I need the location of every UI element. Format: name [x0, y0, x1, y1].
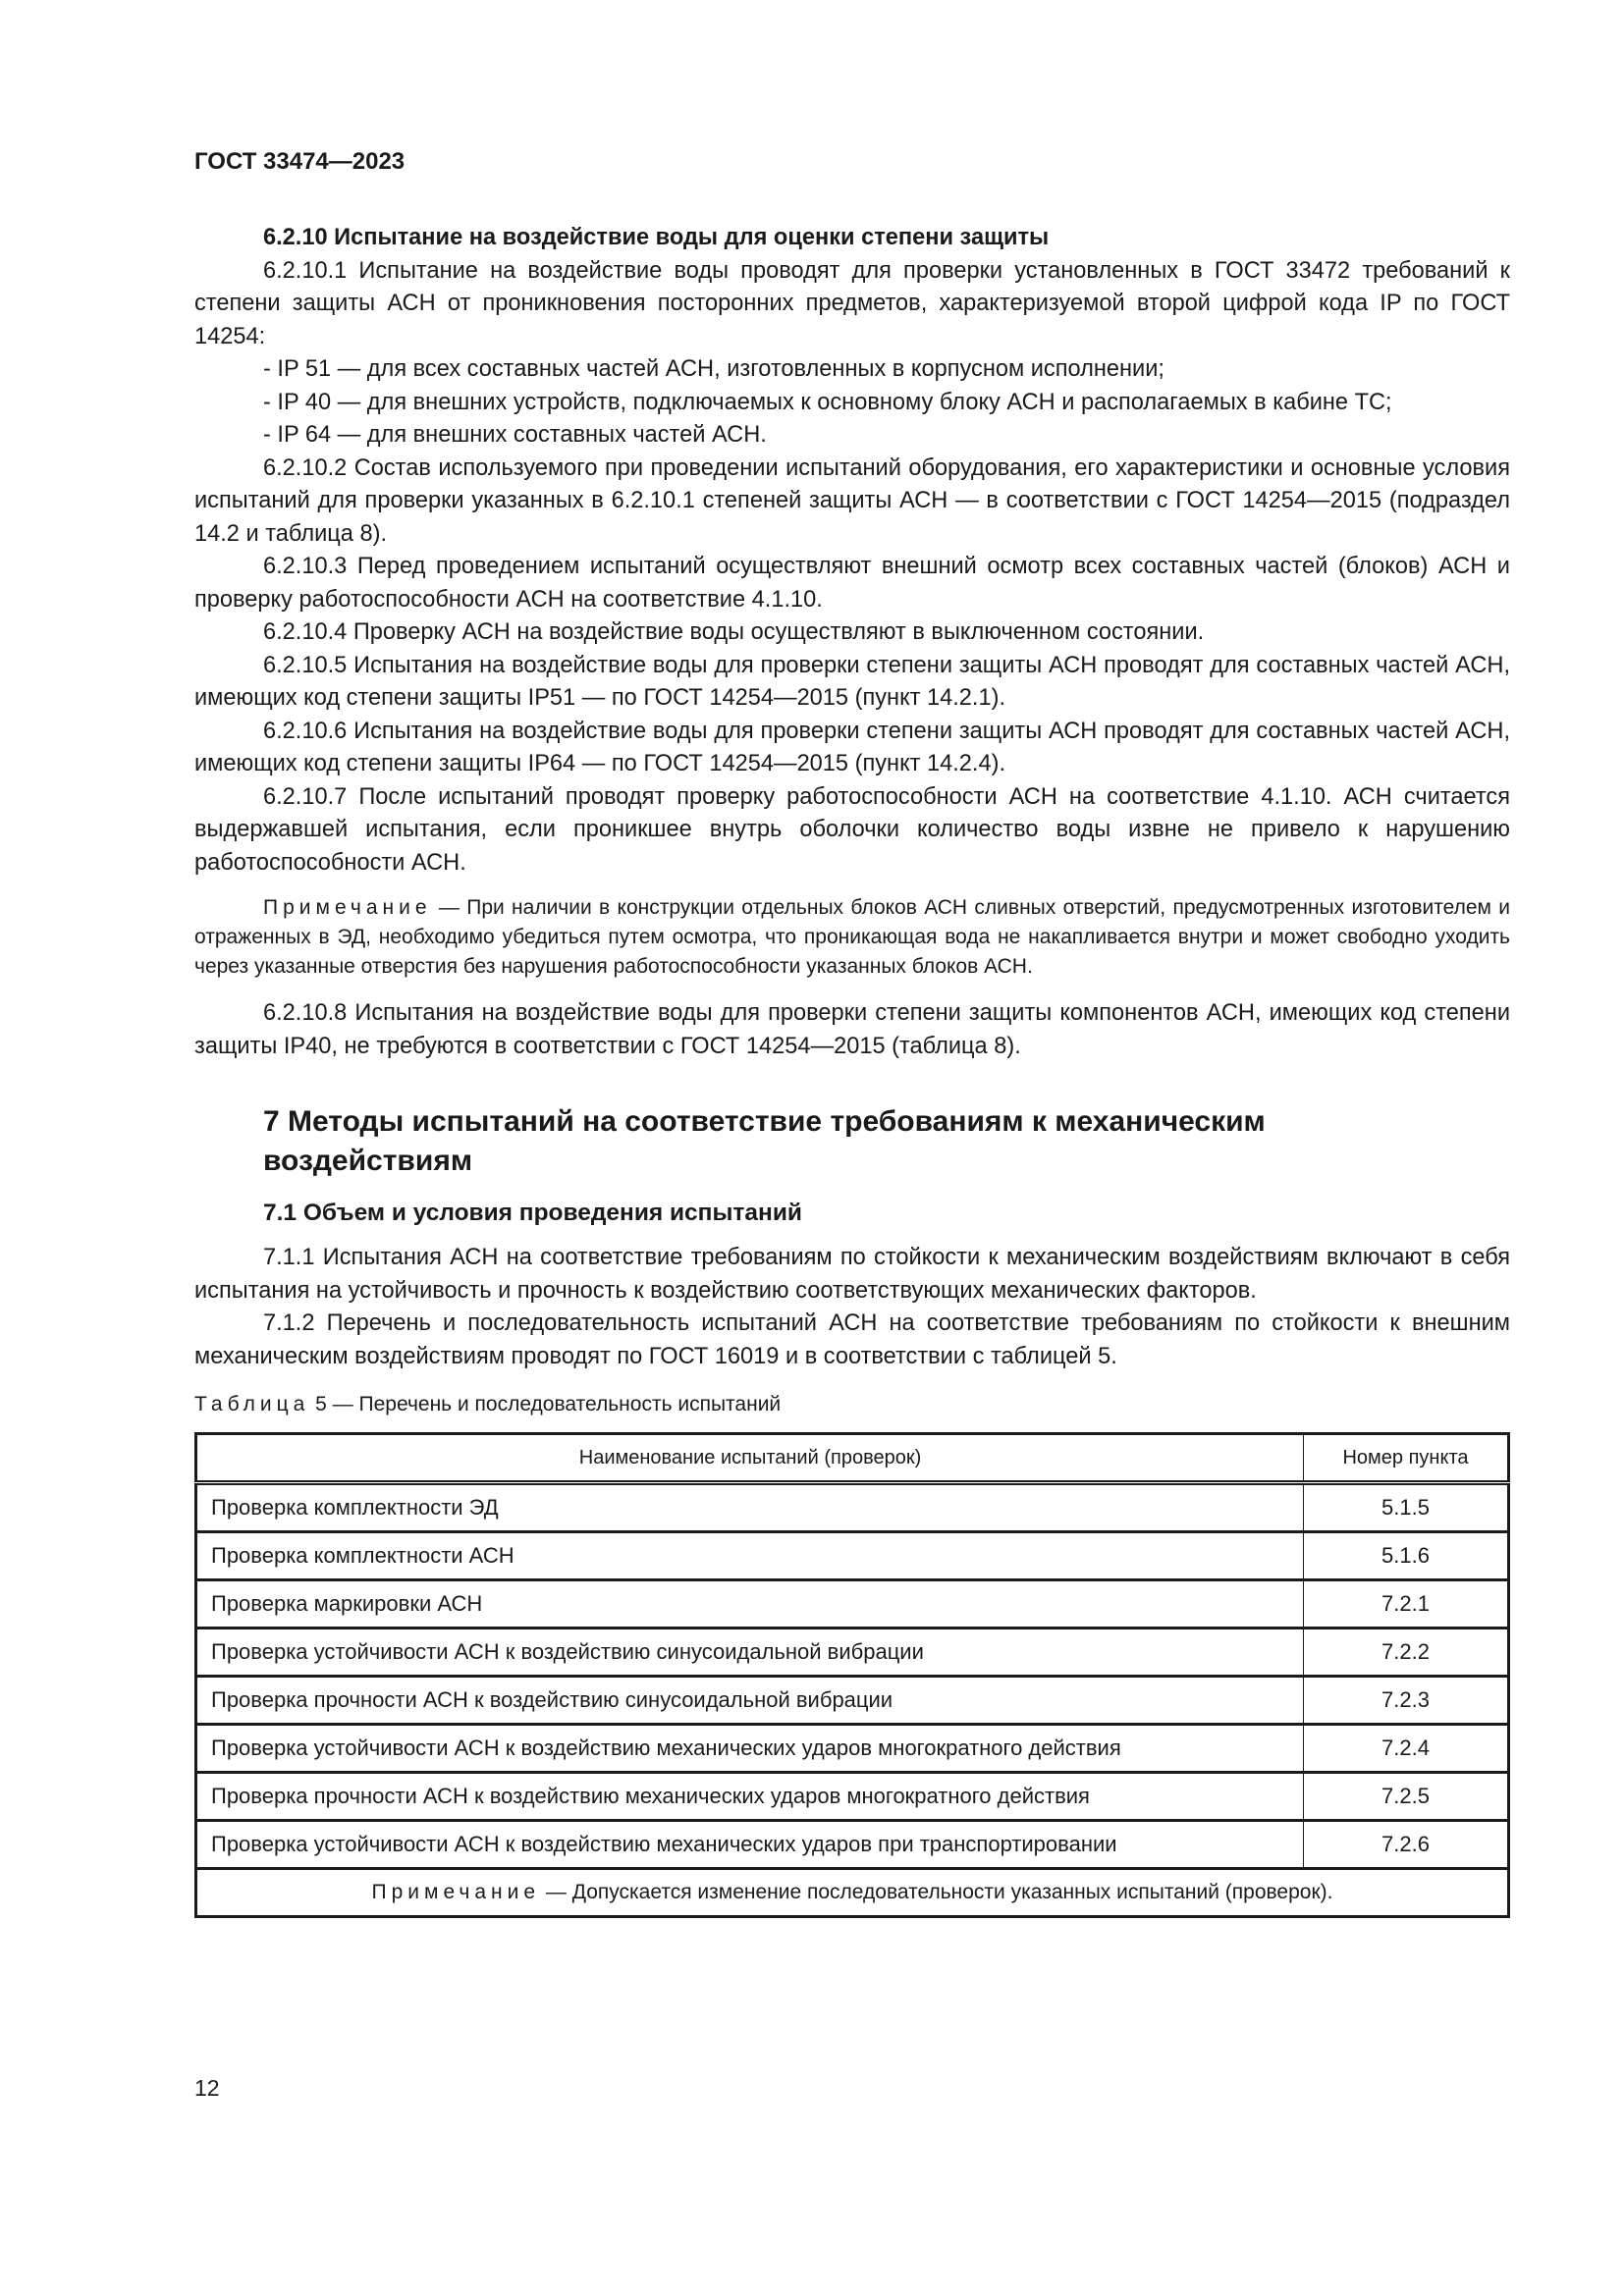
list-item-ip64: - IP 64 — для внешних составных частей АСН.: [263, 422, 767, 448]
note-drain-holes: [194, 893, 1510, 982]
table-header-row: [196, 1434, 1509, 1483]
paragraph-6-2-10-8: 6.2.10.8 Испытания на воздействие воды для проверки степени защиты компонентов АСН, имеющих код степени защиты IP40, не требуются в соответствии с ГОСТ 14254—2015 (таблица 8).: [194, 1000, 1510, 1059]
cell-test-name: Проверка комплектности АСН: [196, 1532, 1304, 1580]
cell-clause: 7.2.6: [1304, 1821, 1509, 1869]
list-item-ip51: - IP 51 — для всех составных частей АСН, изготовленных в корпусном исполнении;: [263, 356, 1164, 382]
cell-clause: 5.1.6: [1304, 1532, 1509, 1580]
cell-clause: 7.2.5: [1304, 1773, 1509, 1821]
table-row: [196, 1580, 1509, 1629]
cell-test-name: Проверка прочности АСН к воздействию синусоидальной вибрации: [196, 1677, 1304, 1725]
page-number: 12: [194, 2075, 220, 2101]
table-row: [196, 1629, 1509, 1677]
table-row: [196, 1773, 1509, 1821]
table-row: [196, 1532, 1509, 1580]
table-caption-label: Таблица: [194, 1393, 310, 1415]
cell-clause: 7.2.3: [1304, 1677, 1509, 1725]
table-row: [196, 1725, 1509, 1773]
table-note-row: [196, 1869, 1509, 1917]
cell-test-name: Проверка маркировки АСН: [196, 1580, 1304, 1629]
heading-6-2-10: 6.2.10 Испытание на воздействие воды для оценки степени защиты: [263, 225, 1050, 250]
cell-test-name: Проверка устойчивости АСН к воздействию механических ударов многократного действия: [196, 1725, 1304, 1773]
standard-designation: ГОСТ 33474—2023: [194, 148, 406, 175]
cell-clause: 7.2.4: [1304, 1725, 1509, 1773]
table-row: [196, 1821, 1509, 1869]
cell-test-name: Проверка устойчивости АСН к воздействию синусоидальной вибрации: [196, 1629, 1304, 1677]
paragraph-6-2-10-7: 6.2.10.7 После испытаний проводят проверку работоспособности АСН на соответствие 4.1.10. АСН считается выдержавшей испытания, если проникшее внутрь оболочки количество воды извне не привело к нарушению работоспособности АСН.: [194, 783, 1510, 876]
column-header-clause: Номер пункта: [1304, 1434, 1509, 1483]
table-note: [196, 1869, 1509, 1917]
paragraph-7-1-2: 7.1.2 Перечень и последовательность испытаний АСН на соответствие требованиям по стойкости к внешним механическим воздействиям проводят по ГОСТ 16019 и в соответствии с таблицей 5.: [194, 1310, 1510, 1369]
table-test-sequence: [194, 1432, 1510, 1918]
cell-clause: 5.1.5: [1304, 1483, 1509, 1532]
table-note-label: Примечание: [371, 1881, 541, 1903]
page-content: [194, 222, 1510, 1918]
cell-clause: 7.2.1: [1304, 1580, 1509, 1629]
table-caption: [194, 1391, 1510, 1418]
column-header-test-name: Наименование испытаний (проверок): [196, 1434, 1304, 1483]
cell-test-name: Проверка комплектности ЭД: [196, 1483, 1304, 1532]
paragraph-6-2-10-2: 6.2.10.2 Состав используемого при проведении испытаний оборудования, его характеристики и основные условия испытаний для проверки указанных в 6.2.10.1 степеней защиты АСН — в соответствии с ГОСТ 14254—2015 (подраздел 14.2 и таблица 8).: [194, 454, 1510, 547]
cell-test-name: Проверка устойчивости АСН к воздействию механических ударов при транспортировании: [196, 1821, 1304, 1869]
note-text: — При наличии в конструкции отдельных блоков АСН сливных отверстий, предусмотренных изготовителем и отраженных в ЭД, необходимо убедиться путем осмотра, что проникающая вода не накапливается внутри и может свободно уходить через указанные отверстия без нарушения работоспособности указанных блоков АСН.: [194, 896, 1510, 978]
heading-7-1: 7.1 Объем и условия проведения испытаний: [263, 1200, 802, 1226]
table-row: [196, 1677, 1509, 1725]
cell-clause: 7.2.2: [1304, 1629, 1509, 1677]
table-row: [196, 1483, 1509, 1532]
paragraph-6-2-10-3: 6.2.10.3 Перед проведением испытаний осуществляют внешний осмотр всех составных частей (блоков) АСН и проверку работоспособности АСН на соответствие 4.1.10.: [194, 554, 1510, 613]
paragraph-6-2-10-1: 6.2.10.1 Испытание на воздействие воды проводят для проверки установленных в ГОСТ 33472 требований к степени защиты АСН от проникновения посторонних предметов, характеризуемой второй цифрой кода IP по ГОСТ 14254:: [194, 257, 1510, 349]
note-label: Примечание: [263, 896, 432, 919]
heading-section-7: 7 Методы испытаний на соответствие требованиям к механическим воздействиям: [263, 1105, 1266, 1177]
table-note-text: — Допускается изменение последовательности указанных испытаний (проверок).: [540, 1881, 1333, 1903]
list-item-ip40: - IP 40 — для внешних устройств, подключаемых к основному блоку АСН и располагаемых в кабине ТС;: [263, 389, 1392, 415]
paragraph-6-2-10-4: 6.2.10.4 Проверку АСН на воздействие воды осуществляют в выключенном состоянии.: [263, 619, 1205, 645]
paragraph-6-2-10-5: 6.2.10.5 Испытания на воздействие воды для проверки степени защиты АСН проводят для составных частей АСН, имеющих код степени защиты IP51 — по ГОСТ 14254—2015 (пункт 14.2.1).: [194, 652, 1510, 711]
paragraph-7-1-1: 7.1.1 Испытания АСН на соответствие требованиям по стойкости к механическим воздействиям включают в себя испытания на устойчивость и прочность к воздействию соответствующих механических факторов.: [194, 1245, 1510, 1304]
cell-test-name: Проверка прочности АСН к воздействию механических ударов многократного действия: [196, 1773, 1304, 1821]
table-caption-text: 5 — Перечень и последовательность испытаний: [309, 1393, 782, 1415]
paragraph-6-2-10-6: 6.2.10.6 Испытания на воздействие воды для проверки степени защиты АСН проводят для составных частей АСН, имеющих код степени защиты IP64 — по ГОСТ 14254—2015 (пункт 14.2.4).: [194, 718, 1510, 776]
